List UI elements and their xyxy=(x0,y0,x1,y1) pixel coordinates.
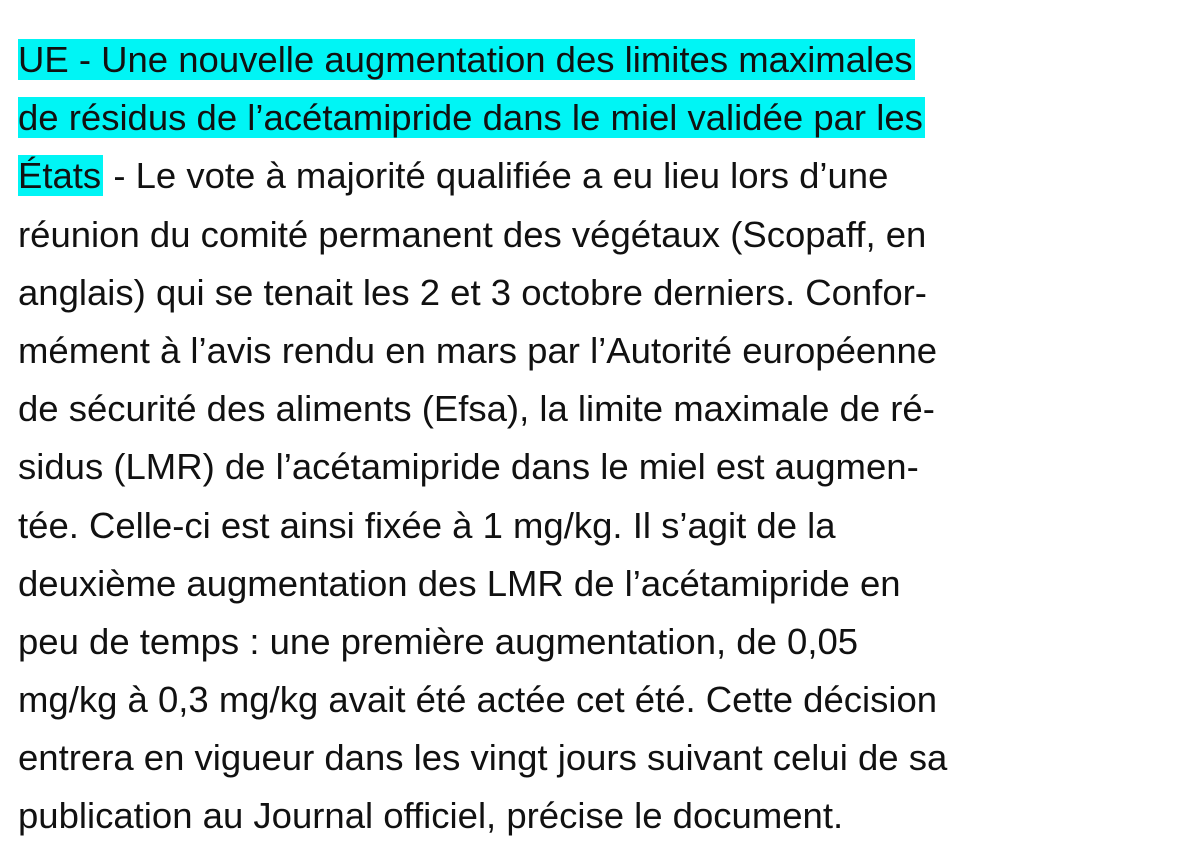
article-line-11 xyxy=(18,613,1168,671)
article-line-6 xyxy=(18,322,1168,380)
headline-highlight-3: États xyxy=(18,155,102,197)
article-line-9 xyxy=(18,497,1168,555)
article-line-4 xyxy=(18,206,1168,264)
body-text-14: publication au Journal officiel, précise le document. xyxy=(18,795,844,837)
article-line-2 xyxy=(18,89,1168,147)
body-text-8: sidus (LMR) de l’acétamipride dans le miel est augmen- xyxy=(18,446,919,488)
body-text-7: de sécurité des aliments (Efsa), la limite maximale de ré- xyxy=(18,388,935,430)
article-line-1 xyxy=(18,31,1168,89)
body-text-11: peu de temps : une première augmentation, de 0,05 xyxy=(18,620,859,662)
body-text-4: réunion du comité permanent des végétaux (Scopaff, en xyxy=(18,213,927,255)
article-line-12 xyxy=(18,671,1168,729)
body-text-6: mément à l’avis rendu en mars par l’Autorité européenne xyxy=(18,329,938,371)
body-text-5: anglais) qui se tenait les 2 et 3 octobre derniers. Confor- xyxy=(18,271,927,313)
body-text-12: mg/kg à 0,3 mg/kg avait été actée cet été. Cette décision xyxy=(18,679,938,721)
article-line-10 xyxy=(18,555,1168,613)
article-line-5 xyxy=(18,264,1168,322)
article-line-7 xyxy=(18,380,1168,438)
body-text-3: - Le vote à majorité qualifiée a eu lieu lors d’une xyxy=(103,155,889,197)
body-text-10: deuxième augmentation des LMR de l’acétamipride en xyxy=(18,562,901,604)
article-paragraph xyxy=(18,31,1168,846)
article-line-14 xyxy=(18,787,1168,845)
body-text-9: tée. Celle-ci est ainsi fixée à 1 mg/kg. Il s’agit de la xyxy=(18,504,836,546)
body-text-13: entrera en vigueur dans les vingt jours suivant celui de sa xyxy=(18,737,948,779)
article-line-8 xyxy=(18,438,1168,496)
headline-highlight-2: de résidus de l’acétamipride dans le miel validée par les xyxy=(18,97,923,139)
article-line-13 xyxy=(18,729,1168,787)
headline-highlight-1: UE - Une nouvelle augmentation des limites maximales xyxy=(18,39,913,80)
article-line-3 xyxy=(18,147,1168,205)
